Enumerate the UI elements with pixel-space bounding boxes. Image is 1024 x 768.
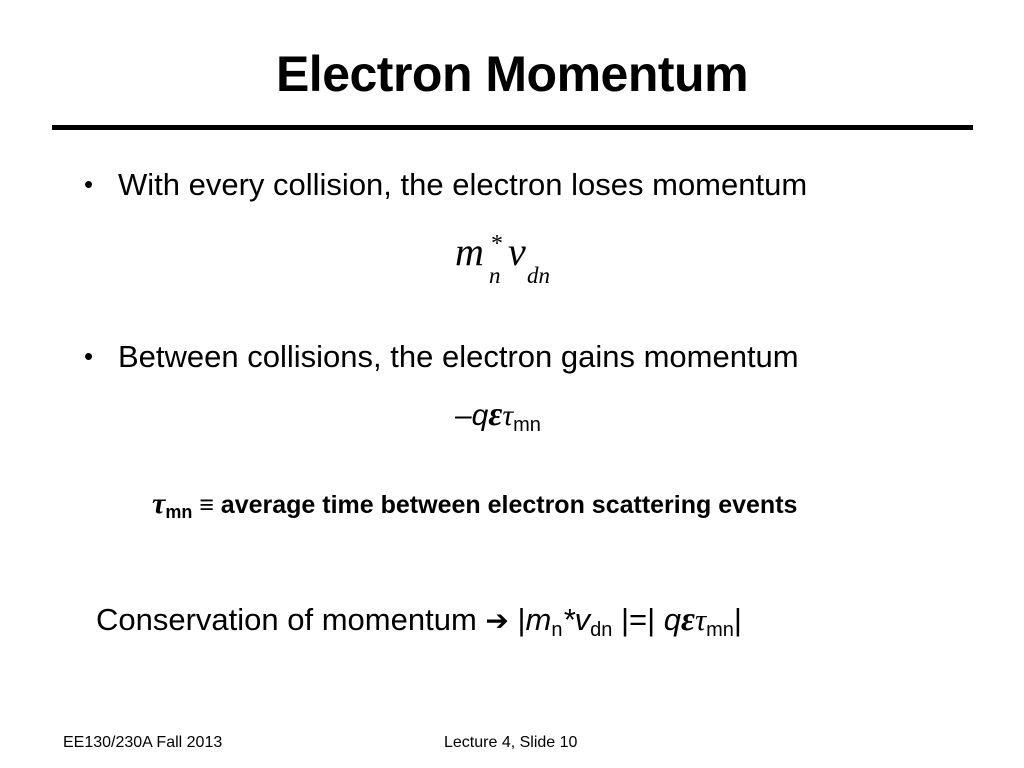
conservation-symbol-star-v: *v [562, 602, 591, 637]
equation-symbol-field: ε [488, 396, 503, 433]
conservation-subscript-dn: dn [590, 619, 613, 641]
conservation-symbol-field: ε [681, 601, 695, 638]
bullet-text: Between collisions, the electron gains momentum [118, 339, 799, 374]
equation-subscript-dn: dn [527, 263, 550, 288]
bullet-marker: • [84, 341, 94, 371]
equation-symbol-v: v [508, 229, 526, 274]
bullet-item-gains-momentum [84, 336, 799, 377]
conservation-statement [96, 598, 742, 652]
slide-title: Electron Momentum [275, 46, 749, 102]
conservation-subscript-n: n [551, 619, 563, 641]
equation-symbol-minus-q: –q [455, 399, 489, 432]
footer-slide-number: Lecture 4, Slide 10 [444, 734, 578, 751]
conservation-symbol-m: m [525, 602, 552, 637]
equation-subscript-n: n [489, 263, 501, 288]
conservation-symbol-q: q [663, 602, 682, 637]
footer-course: EE130/230A Fall 2013 [63, 734, 223, 751]
bullet-text: With every collision, the electron loses momentum [118, 167, 808, 202]
tau-definition [152, 486, 797, 530]
conservation-subscript-mn: mn [706, 619, 734, 641]
conservation-label: Conservation of momentum [96, 602, 486, 637]
abs-bar-close: | [733, 602, 742, 637]
equation-symbol-m: m [455, 229, 484, 274]
equation-momentum-gain [455, 393, 541, 447]
bullet-item-loses-momentum [84, 164, 807, 205]
arrow-right-icon: ➔ [485, 604, 509, 637]
definition-text: ≡ average time between electron scattering events [192, 491, 798, 519]
definition-subscript-mn: mn [165, 502, 193, 522]
equation-symbol-tau: τ [502, 399, 514, 432]
abs-bar-open: | [508, 602, 526, 637]
conservation-equals: |=| [612, 602, 664, 637]
title-divider [52, 125, 973, 130]
definition-symbol-tau: τ [152, 487, 166, 520]
bullet-marker: • [84, 169, 94, 199]
equation-subscript-mn: mn [513, 414, 541, 436]
equation-momentum-loss [455, 222, 575, 288]
conservation-symbol-tau: τ [694, 602, 707, 637]
equation-superscript-star: * [491, 231, 503, 257]
